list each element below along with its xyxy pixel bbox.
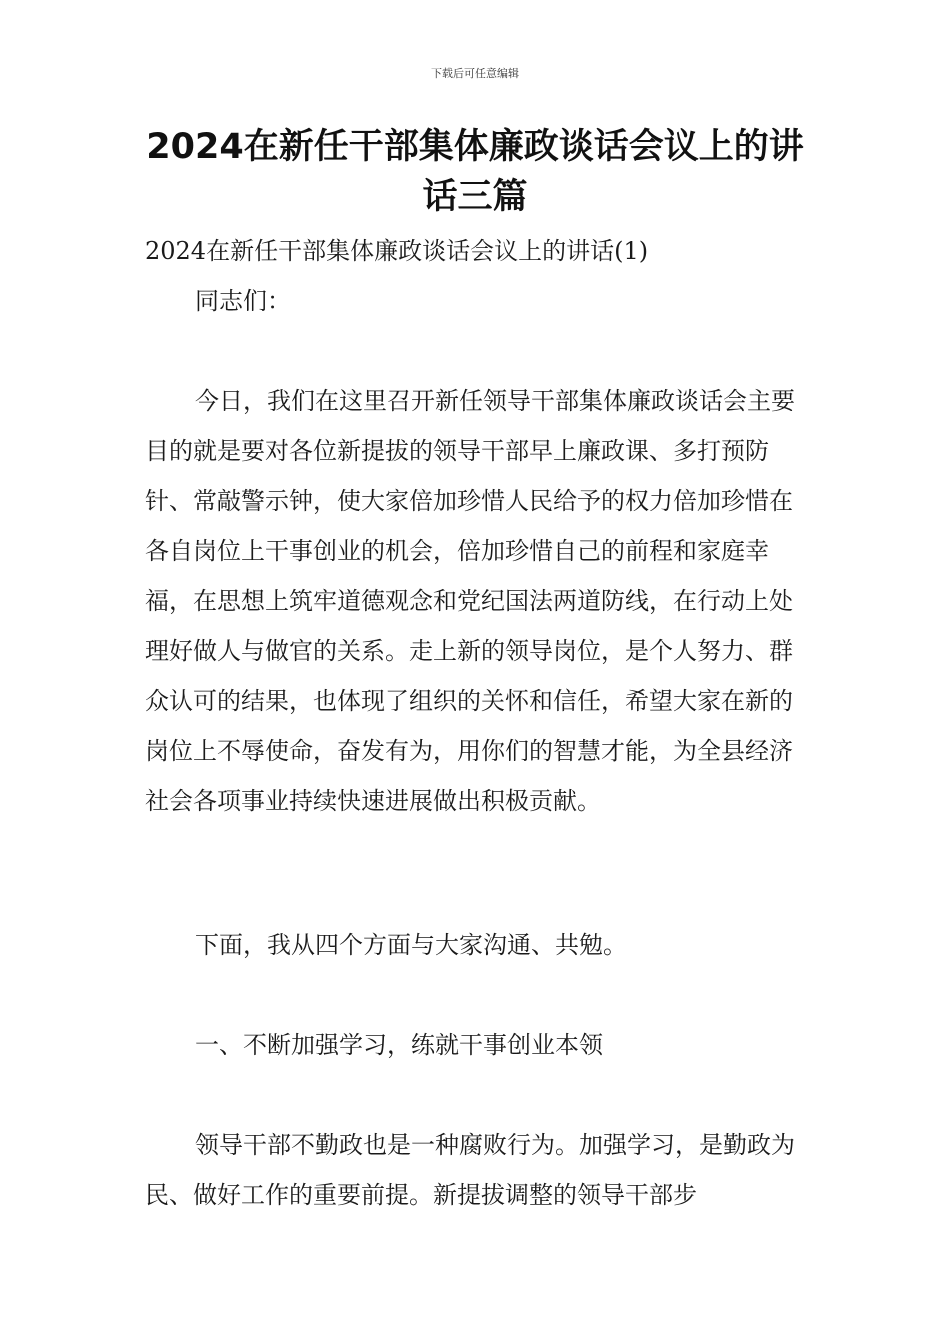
- header-note: 下载后可任意编辑: [431, 67, 519, 80]
- paragraph-opening: 今日，我们在这里召开新任领导干部集体廉政谈话会主要目的就是要对各位新提拔的领导干部早上廉政课、多打预防针、常敲警示钟，使大家倍加珍惜人民给予的权力倍加珍惜在各自岗位上干事创业的机会，倍加珍惜自己的前程和家庭幸福，在思想上筑牢道德观念和党纪国法两道防线，在行动上处理好做人与做官的关系。走上新的领导岗位，是个人努力、群众认可的结果，也体现了组织的关怀和信任，希望大家在新的岗位上不辱使命，奋发有为，用你们的智慧才能，为全县经济社会各项事业持续快速进展做出积极贡献。: [145, 387, 795, 815]
- section-heading-1: 一、不断加强学习，练就干事创业本领: [195, 1031, 603, 1059]
- paragraph-overview: 下面，我从四个方面与大家沟通、共勉。: [195, 931, 627, 959]
- greeting: 同志们：: [195, 287, 291, 315]
- document-title: 2024在新任干部集体廉政谈话会议上的讲话三篇: [146, 127, 804, 217]
- paragraph-section-1: 领导干部不勤政也是一种腐败行为。加强学习，是勤政为民、做好工作的重要前提。新提拔调整的领导干部步: [145, 1131, 795, 1209]
- speech-subtitle: 2024在新任干部集体廉政谈话会议上的讲话(1): [145, 237, 649, 265]
